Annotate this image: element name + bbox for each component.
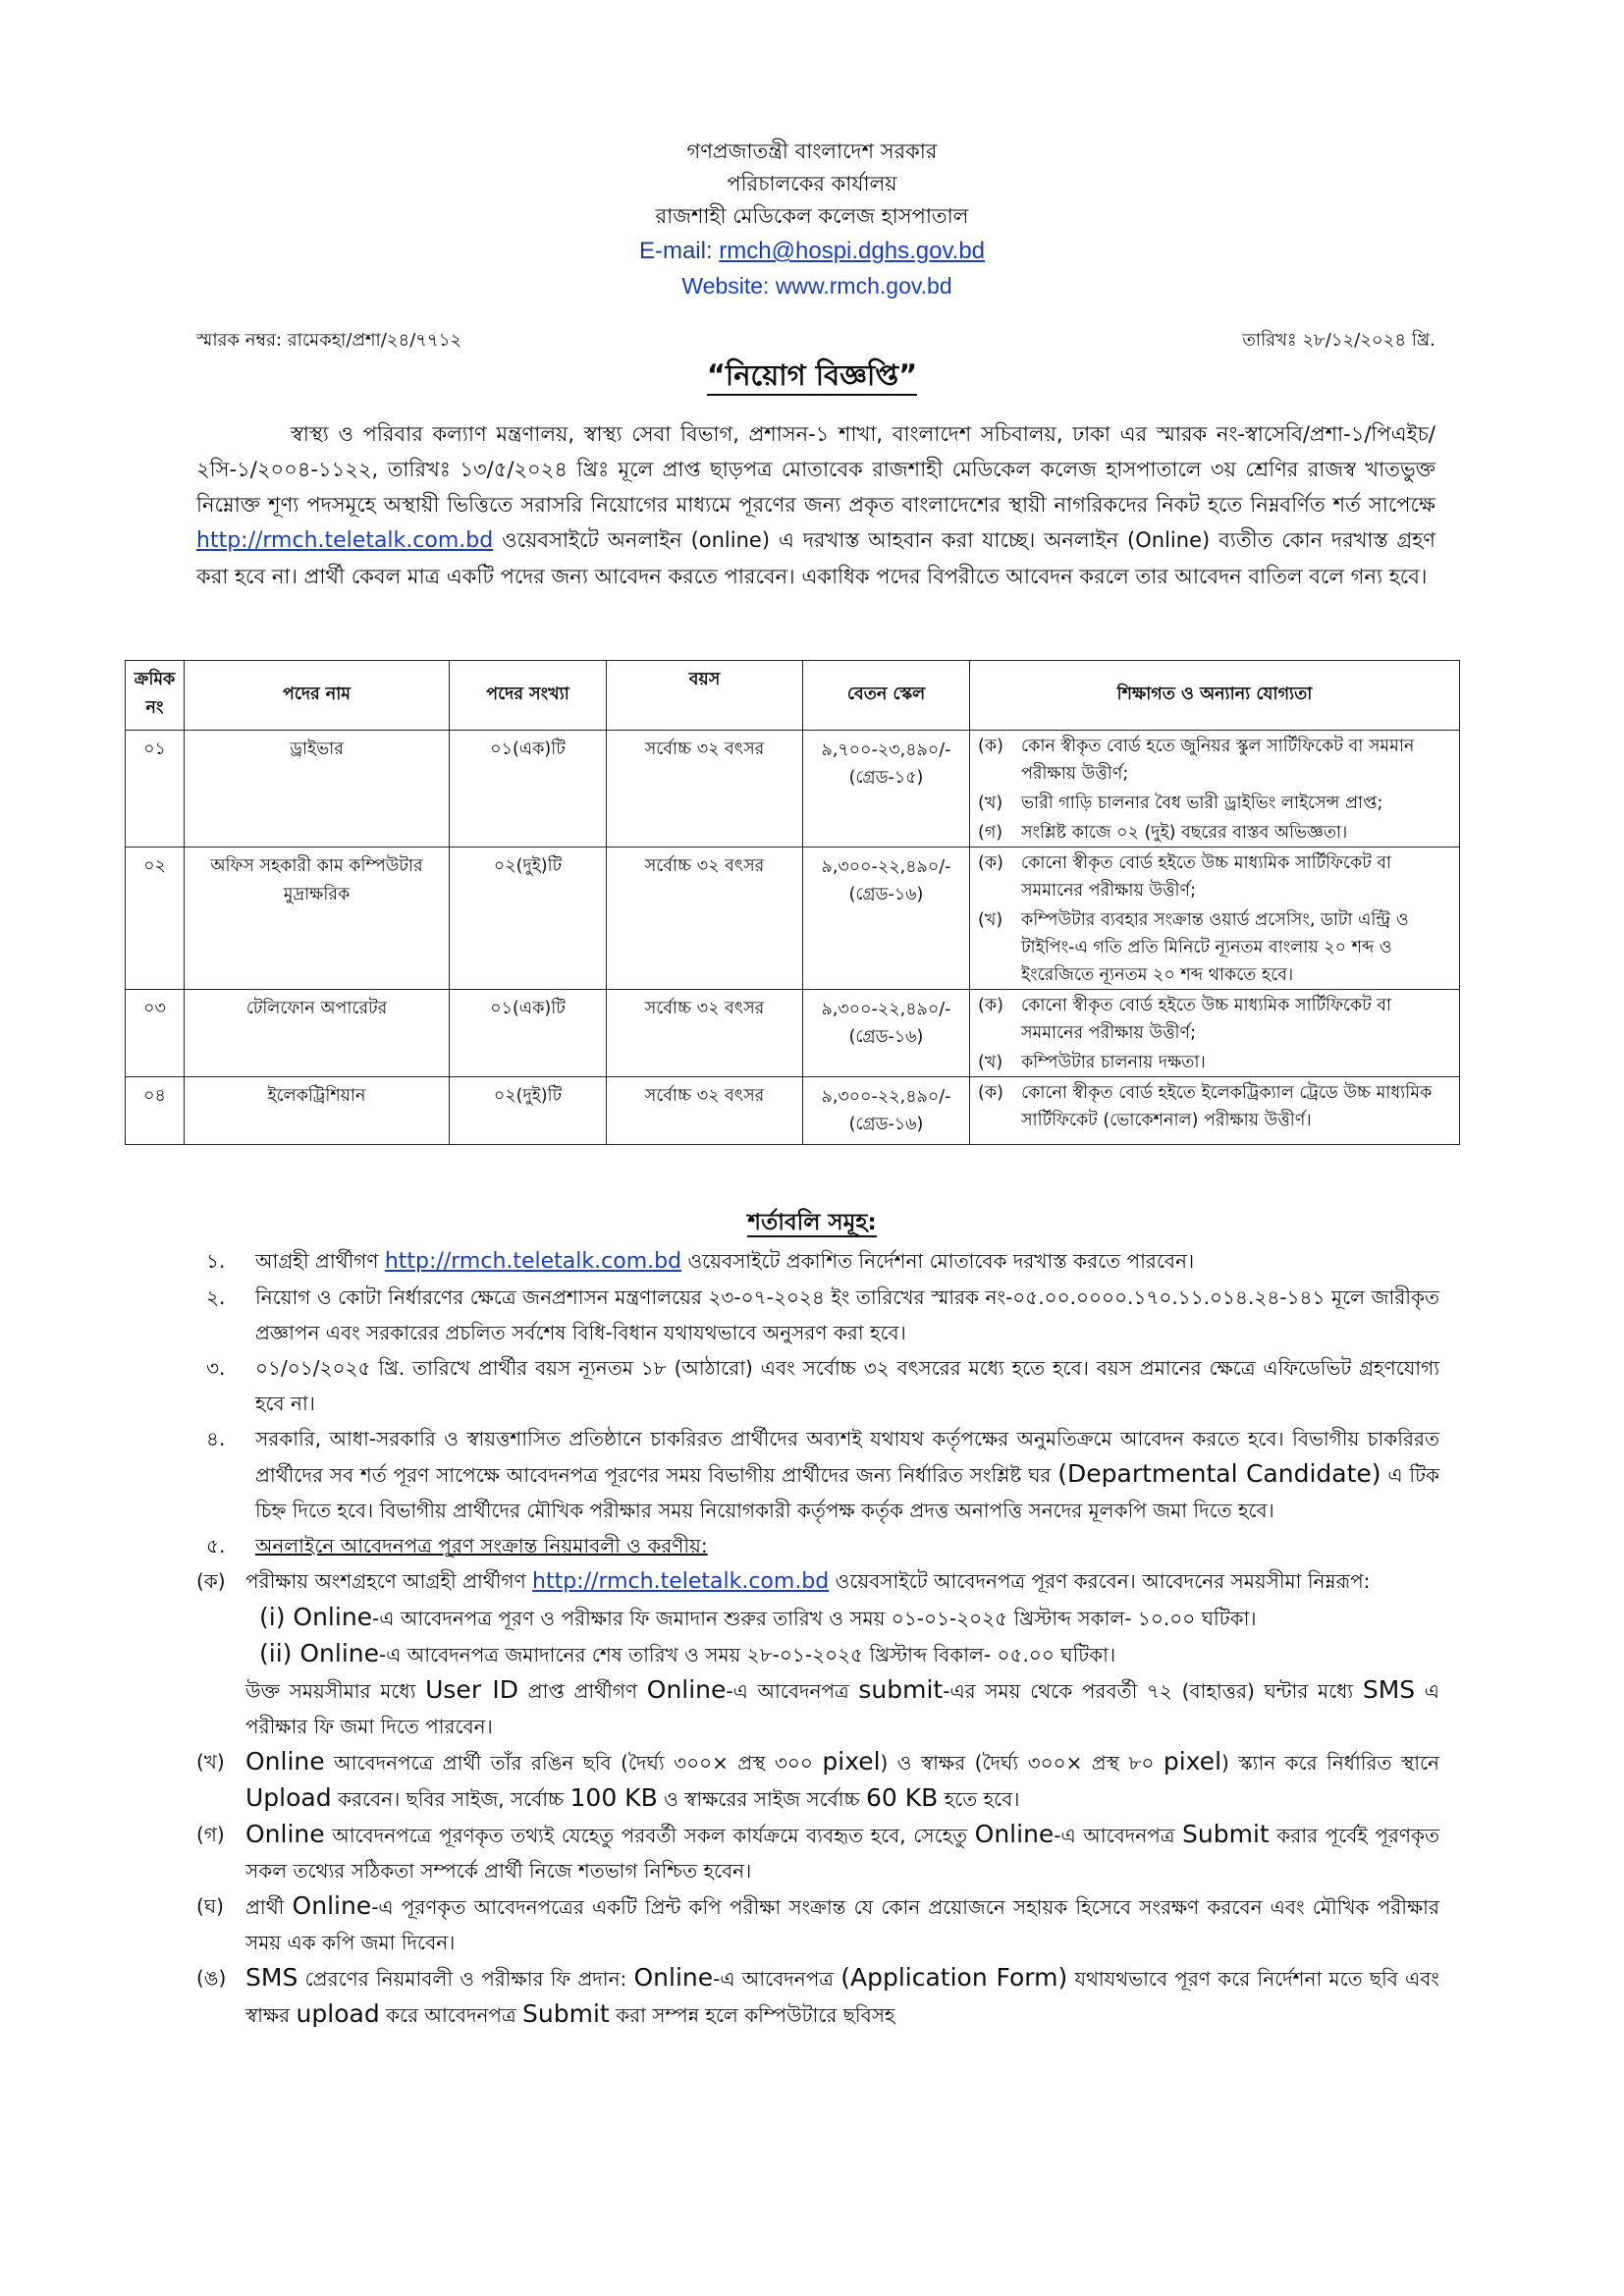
col-header-count: পদের সংখ্যা: [450, 661, 607, 731]
table-row: [126, 731, 1460, 847]
sub-text: -এ আবেদনপত্র: [1054, 1824, 1183, 1847]
sub-text: আবেদনপত্রে প্রার্থী তাঁর রঙিন ছবি (দৈর্ঘ্য ৩০০× প্রস্থ ৩০০: [324, 1751, 823, 1775]
sub-text: ও স্বাক্ষরের সাইজ সর্বোচ্চ: [657, 1787, 866, 1811]
qualification-item: [970, 1047, 1459, 1076]
sub-text: আবেদনপত্রে পূরণকৃত তথ্যই যেহেতু পরবর্তী সকল কার্যক্রমে ব্যবহৃত হবে, সেহেতু: [324, 1824, 975, 1847]
sub-en: Submit: [1182, 1820, 1270, 1848]
sub-item-key: (ক): [196, 1569, 226, 1593]
table-row: [126, 990, 1460, 1077]
memo-date: তারিখঃ ২৮/১২/২০২৪ খ্রি.: [1242, 330, 1435, 351]
sub-en: (Application Form): [840, 1963, 1068, 1992]
fee-en: User ID: [425, 1675, 518, 1704]
sub-en: Submit: [522, 1999, 610, 2028]
qualification-key: (খ): [978, 793, 1003, 813]
schedule-end: [245, 1636, 1439, 1672]
conditions-title: [0, 1204, 1624, 1242]
qualification-key: (খ): [978, 910, 1003, 930]
email-link[interactable]: rmch@hospi.dghs.gov.bd: [719, 238, 986, 264]
sub-text: করার পূর্বেই পূরণকৃত সকল তথ্যের সঠিকতা সম্পর্কে প্রার্থী নিজে শতভাগ নিশ্চিত হবেন।: [245, 1824, 1440, 1883]
schedule-text: -এ আবেদনপত্র জমাদানের শেষ তারিখ ও সময় ২৮-০১-২০২৫ খ্রিস্টাব্দ বিকাল- ০৫.০০ ঘটিকা।: [379, 1643, 1116, 1667]
sub-en: pixel: [1163, 1747, 1222, 1776]
schedule-online: Online: [293, 1603, 373, 1631]
qualification-key: (ক): [978, 853, 1003, 873]
sub-en: Online: [292, 1891, 372, 1920]
pay-grade: (গ্রেড-১৬): [848, 885, 924, 904]
sub-text: ) স্ক্যান করে নির্ধারিত স্থানে: [1221, 1751, 1439, 1775]
sub-item-ka: [196, 1563, 1439, 1744]
col-header-post: পদের নাম: [185, 661, 450, 731]
email-line: [0, 233, 1624, 269]
qualification-item: [970, 817, 1459, 847]
sub-text: যথাযথভাবে পূরণ করে নির্দেশনা মতে ছবি এবং স্বাক্ষর: [245, 1967, 1440, 2027]
memo-number: স্মারক নম্বর: রামেকহা/প্রশা/২৪/৭৭১২: [196, 330, 462, 351]
cell-pay: [803, 1077, 970, 1145]
sub-text-a: পরীক্ষায় অংশগ্রহণে আগ্রহী প্রার্থীগণ: [245, 1569, 533, 1593]
sub-item-uma: [196, 1960, 1439, 2033]
sub-en: Online: [245, 1747, 325, 1776]
sub-en: Online: [633, 1963, 714, 1992]
schedule-text: -এ আবেদনপত্র পূরণ ও পরীক্ষার ফি জমাদান শুরুর তারিখ ও সময় ০১-০১-২০২৫ খ্রিস্টাব্দ সকাল- ১০.০০ ঘটিকা।: [372, 1607, 1257, 1630]
sub-item-text: [245, 1888, 1439, 1960]
notice-title: [0, 354, 1624, 402]
sub-text: হতে হবে।: [938, 1787, 1020, 1811]
condition-text: ০১/০১/২০২৫ খ্রি. তারিখে প্রার্থীর বয়স ন্যূনতম ১৮ (আঠারো) এবং সর্বোচ্চ ৩২ বৎসরের মধ্যে হতে হবে। বয়স প্রমানের ক্ষেত্রে এফিডেভিট গ্রহণযোগ্য হবে না।: [255, 1356, 1439, 1415]
condition-text-b: ওয়েবসাইটে প্রকাশিত নির্দেশনা মোতাবেক দরখাস্ত করতে পারবেন।: [681, 1249, 1195, 1273]
condition-number: ১.: [206, 1249, 226, 1273]
intro-text-b: ওয়েবসাইটে অনলাইন (online) এ দরখাস্ত আহবান করা যাচ্ছে। অনলাইন (Online) ব্যতীত কোন দরখাস্ত গ্রহণ করা হবে না। প্রার্থী কেবল মাত্র একটি পদের জন্য আবেদন করতে পারবেন। একাধিক পদের বিপরীতে আবেদন করলে তার আবেদন বাতিল বলে গন্য হবে।: [196, 528, 1435, 588]
cell-count: ০১(এক)টি: [450, 990, 607, 1077]
condition-text: [255, 1243, 1439, 1280]
table-row: [126, 1077, 1460, 1145]
qualification-text: কম্পিউটার ব্যবহার সংক্রান্ত ওয়ার্ড প্রসেসিং, ডাটা এন্ট্রি ও টাইপিং-এ গতি প্রতি মিনিটে ন্যূনতম বাংলায় ২০ শব্দ ও ইংরেজিতে ন্যূনতম ২০ শব্দ থাকতে হবে।: [1021, 910, 1409, 985]
qualification-item: [970, 731, 1459, 788]
pay-grade: (গ্রেড-১৫): [848, 768, 924, 788]
email-label: E-mail:: [638, 238, 720, 264]
sub-en: upload: [296, 1999, 380, 2028]
cell-age: সর্বোচ্চ ৩২ বৎসর: [607, 731, 803, 847]
qualification-item: [970, 1077, 1459, 1134]
qualification-key: (গ): [978, 823, 1003, 843]
sub-item-key: (খ): [196, 1750, 225, 1774]
sub-en: Upload: [245, 1783, 332, 1812]
cell-serial: ০২: [126, 847, 185, 990]
col-header-serial: ক্রমিক নং: [126, 661, 185, 731]
cell-age: সর্বোচ্চ ৩২ বৎসর: [607, 1077, 803, 1145]
sub-item-ga: [196, 1817, 1439, 1888]
cell-post: ড্রাইভার: [185, 731, 450, 847]
qualification-text: কোনো স্বীকৃত বোর্ড হইতে উচ্চ মাধ্যমিক সার্টিফিকেট বা সমমানের পরীক্ষায় উত্তীর্ণ;: [1021, 996, 1392, 1043]
condition-item: [206, 1243, 1439, 1280]
qualification-item: [970, 990, 1459, 1047]
col-header-qualification: শিক্ষাগত ও অন্যান্য যোগ্যতা: [970, 661, 1460, 731]
cell-count: ০২(দুই)টি: [450, 847, 607, 990]
qualification-key: (ক): [978, 996, 1003, 1015]
col-header-pay: বেতন স্কেল: [803, 661, 970, 731]
qualification-key: (খ): [978, 1053, 1003, 1072]
cell-age: সর্বোচ্চ ৩২ বৎসর: [607, 847, 803, 990]
fee-en: Online: [646, 1675, 727, 1704]
teletalk-link[interactable]: http://rmch.teletalk.com.bd: [196, 528, 494, 553]
sub-item-gha: [196, 1888, 1439, 1960]
fee-text: এ পরীক্ষার ফি জমা দিতে পারবেন।: [245, 1679, 1440, 1738]
cell-post: অফিস সহকারী কাম কম্পিউটার মুদ্রাক্ষরিক: [185, 847, 450, 990]
pay-grade: (গ্রেড-১৬): [848, 1115, 924, 1134]
cell-pay: [803, 731, 970, 847]
intro-paragraph: [196, 416, 1435, 594]
pay-grade: (গ্রেড-১৬): [848, 1027, 924, 1047]
qualification-key: (ক): [978, 1083, 1003, 1103]
sub-item-text: [245, 1817, 1439, 1888]
condition-number: ৪.: [206, 1427, 226, 1450]
condition-item: [206, 1528, 1439, 1563]
office-name: পরিচালকের কার্যালয়: [727, 172, 897, 195]
pay-scale: ৯,৩০০-২২,৪৯০/-: [821, 1000, 951, 1019]
sub-en: pixel: [822, 1747, 881, 1776]
cell-age: সর্বোচ্চ ৩২ বৎসর: [607, 990, 803, 1077]
conditions-title-text: শর্তাবলি সমূহ:: [747, 1210, 877, 1235]
condition-item: [206, 1280, 1439, 1350]
hospital-name: রাজশাহী মেডিকেল কলেজ হাসপাতাল: [655, 204, 969, 228]
sub-text: করা সম্পন্ন হলে কম্পিউটারে ছবিসহ: [609, 2003, 895, 2027]
sub-item-text: [245, 1744, 1439, 1817]
cell-count: ০২(দুই)টি: [450, 1077, 607, 1145]
condition-text-b: এ টিক চিহ্ন দিতে হবে। বিভাগীয় প্রার্থীদের মৌখিক পরীক্ষার সময় নিয়োগকারী কর্তৃপক্ষ কর্তৃক প্রদত্ত অনাপত্তি সনদের মূলকপি জমা দিতে হবে।: [255, 1463, 1439, 1522]
condition-text-a: সরকারি, আধা-সরকারি ও স্বায়ত্তশাসিত প্রতিষ্ঠানে চাকরিরত প্রার্থীদের অব্যশই যথাযথ কর্তৃপক্ষের অনুমতিক্রমে আবেদন করতে হবে। বিভাগীয় চাকরিরত প্রার্থীদের সব শর্ত পূরণ সাপেক্ষে আবেদনপত্র পূরণের সময় বিভাগীয় প্রার্থীদের জন্য নির্ধারিত সংশ্লিষ্ট ঘর: [255, 1427, 1439, 1487]
qualification-text: কম্পিউটার চালনায় দক্ষতা।: [1021, 1053, 1206, 1072]
condition-text: অনলাইনে আবেদনপত্র পূরণ সংক্রান্ত নিয়মাবলী ও করণীয়:: [255, 1534, 708, 1558]
qualification-text: ভারী গাড়ি চালনার বৈধ ভারী ড্রাইভিং লাইসেন্স প্রাপ্ত;: [1021, 793, 1383, 813]
pay-scale: ৯,৩০০-২২,৪৯০/-: [821, 1087, 951, 1107]
qualification-item: [970, 788, 1459, 817]
sub-text: -এ আবেদনপত্র: [713, 1967, 841, 1991]
cell-post: টেলিফোন অপারেটর: [185, 990, 450, 1077]
condition-text: নিয়োগ ও কোটা নির্ধারণের ক্ষেত্রে জনপ্রশাসন মন্ত্রণালয়ের ২৩-০৭-২০২৪ ইং তারিখের স্মারক নং-০৫.০০.০০০০.১৭০.১১.০১৪.২৪-১৪১ মূলে জারীকৃত প্রজ্ঞাপন এবং সরকারের প্রচলিত সর্বশেষ বিধি-বিধান যথাযথভাবে অনুসরণ করা হবে।: [255, 1285, 1439, 1344]
qualification-text: কোনো স্বীকৃত বোর্ড হইতে উচ্চ মাধ্যমিক সার্টিফিকেট বা সমমানের পরীক্ষায় উত্তীর্ণ;: [1021, 853, 1392, 901]
sub-en: SMS: [245, 1963, 298, 1992]
schedule-roman: (i): [259, 1603, 294, 1631]
col-header-age: বয়স: [607, 661, 803, 731]
qualification-text: কোনো স্বীকৃত বোর্ড হইতে ইলেকট্রিক্যাল ট্রেডে উচ্চ মাধ্যমিক সার্টিফিকেট (ভোকেশনাল) পরীক্ষায় উত্তীর্ণ।: [1021, 1083, 1433, 1130]
table-header-row: [126, 661, 1460, 731]
sub-en: Online: [245, 1820, 325, 1848]
conditions-list: [196, 1243, 1440, 2033]
cell-qualification: [970, 847, 1460, 990]
fee-en: SMS: [1362, 1675, 1416, 1704]
fee-paragraph: [245, 1672, 1439, 1744]
teletalk-link[interactable]: http://rmch.teletalk.com.bd: [532, 1569, 830, 1594]
sub-item-key: (ঘ): [196, 1894, 224, 1918]
cell-serial: ০৪: [126, 1077, 185, 1145]
fee-en: submit: [858, 1675, 944, 1704]
sub-text: প্রার্থী: [245, 1895, 293, 1919]
schedule-online: Online: [299, 1639, 379, 1667]
fee-text: প্রাপ্ত প্রার্থীগণ: [517, 1679, 647, 1703]
condition-number: ২.: [206, 1285, 226, 1309]
sub-text: ) ও স্বাক্ষর (দৈর্ঘ্য ৩০০× প্রস্থ ৮০: [880, 1751, 1164, 1775]
sub-text: -এ পূরণকৃত আবেদনপত্রের একটি প্রিন্ট কপি পরীক্ষা সংক্রান্ত যে কোন প্রয়োজনে সহায়ক হিসেবে সংরক্ষণ করবেন এবং মৌখিক পরীক্ষার সময় এক কপি জমা দিবেন।: [245, 1895, 1439, 1954]
sub-text: প্রেরণের নিয়মাবলী ও পরীক্ষার ফি প্রদান:: [298, 1967, 634, 1991]
sub-item-kha: [196, 1744, 1439, 1817]
cell-serial: ০১: [126, 731, 185, 847]
qualification-text: কোন স্বীকৃত বোর্ড হতে জুনিয়র স্কুল সার্টিফিকেট বা সমমান পরীক্ষায় উত্তীর্ণ;: [1021, 737, 1415, 784]
condition-item: [206, 1350, 1439, 1421]
condition-number: ৫.: [206, 1534, 226, 1558]
fee-text: উক্ত সময়সীমার মধ্যে: [245, 1679, 426, 1703]
pay-scale: ৯,৩০০-২২,৪৯০/-: [821, 857, 951, 877]
vacancy-table: [125, 660, 1460, 1145]
sub-en: 100 KB: [569, 1783, 658, 1812]
schedule-roman: (ii): [259, 1639, 300, 1667]
condition-number: ৩.: [206, 1356, 226, 1380]
fee-text: -এ আবেদনপত্র: [726, 1679, 859, 1703]
sub-text: করে আবেদনপত্র: [379, 2003, 523, 2027]
sub-text: করবেন। ছবির সাইজ, সর্বোচ্চ: [331, 1787, 570, 1811]
cell-qualification: [970, 990, 1460, 1077]
cell-qualification: [970, 1077, 1460, 1145]
cell-count: ০১(এক)টি: [450, 731, 607, 847]
sub-item-key: (গ): [196, 1823, 225, 1846]
condition-text: [255, 1421, 1439, 1528]
sub-item-key: (ঙ): [196, 1966, 227, 1990]
condition-item: [206, 1421, 1439, 1528]
sub-item-text: [245, 1960, 1439, 2033]
table-row: [126, 847, 1460, 990]
govt-name: গণপ্রজাতন্ত্রী বাংলাদেশ সরকার: [686, 139, 938, 163]
cell-pay: [803, 990, 970, 1077]
sub-item-text: [245, 1563, 1439, 1744]
qualification-key: (ক): [978, 737, 1003, 756]
cell-pay: [803, 847, 970, 990]
condition-text-en: (Departmental Candidate): [1057, 1459, 1381, 1488]
pay-scale: ৯,৭০০-২৩,৪৯০/-: [821, 740, 951, 760]
intro-text-a: স্বাস্থ্য ও পরিবার কল্যাণ মন্ত্রণালয়, স্বাস্থ্য সেবা বিভাগ, প্রশাসন-১ শাখা, বাংলাদেশ সচিবালয়, ঢাকা এর স্মারক নং-স্বাসেবি/প্রশা-১/পিএইচ/২সি-১/২০০৪-১১২২, তারিখঃ ১৩/৫/২০২৪ খ্রিঃ মূলে প্রাপ্ত ছাড়পত্র মোতাবেক রাজশাহী মেডিকেল কলেজ হাসপাতালে ৩য় শ্রেণির রাজস্ব খাতভুক্ত নিম্নোক্ত শূণ্য পদসমূহে অস্থায়ী ভিত্তিতে সরাসরি নিয়োগের মাধ্যমে পূরণের জন্য প্রকৃত বাংলাদেশের স্থায়ী নাগরিকদের নিকট হতে নিম্নবর্ণিত শর্ত সাপেক্ষে: [196, 422, 1435, 517]
teletalk-link[interactable]: http://rmch.teletalk.com.bd: [384, 1249, 682, 1274]
condition-text-a: আগ্রহী প্রার্থীগণ: [255, 1249, 385, 1273]
qualification-item: [970, 904, 1459, 989]
notice-title-text: “নিয়োগ বিজ্ঞপ্তি”: [707, 358, 917, 396]
schedule-start: [245, 1600, 1439, 1636]
cell-serial: ০৩: [126, 990, 185, 1077]
sub-en: Online: [974, 1820, 1055, 1848]
qualification-item: [970, 847, 1459, 904]
sub-en: 60 KB: [866, 1783, 939, 1812]
qualification-text: সংশ্লিষ্ট কাজে ০২ (দুই) বছরের বাস্তব অভিজ্ঞতা।: [1021, 823, 1348, 843]
cell-post: ইলেকট্রিশিয়ান: [185, 1077, 450, 1145]
cell-qualification: [970, 731, 1460, 847]
fee-text: -এর সময় থেকে পরবর্তী ৭২ (বাহাত্তর) ঘন্টার মধ্যে: [943, 1679, 1363, 1703]
letterhead: [0, 136, 1624, 302]
sub-text-b: ওয়েবসাইটে আবেদনপত্র পূরণ করবেন। আবেদনের সময়সীমা নিম্নরূপ:: [829, 1569, 1371, 1593]
website-line[interactable]: Website: www.rmch.gov.bd: [681, 273, 952, 299]
